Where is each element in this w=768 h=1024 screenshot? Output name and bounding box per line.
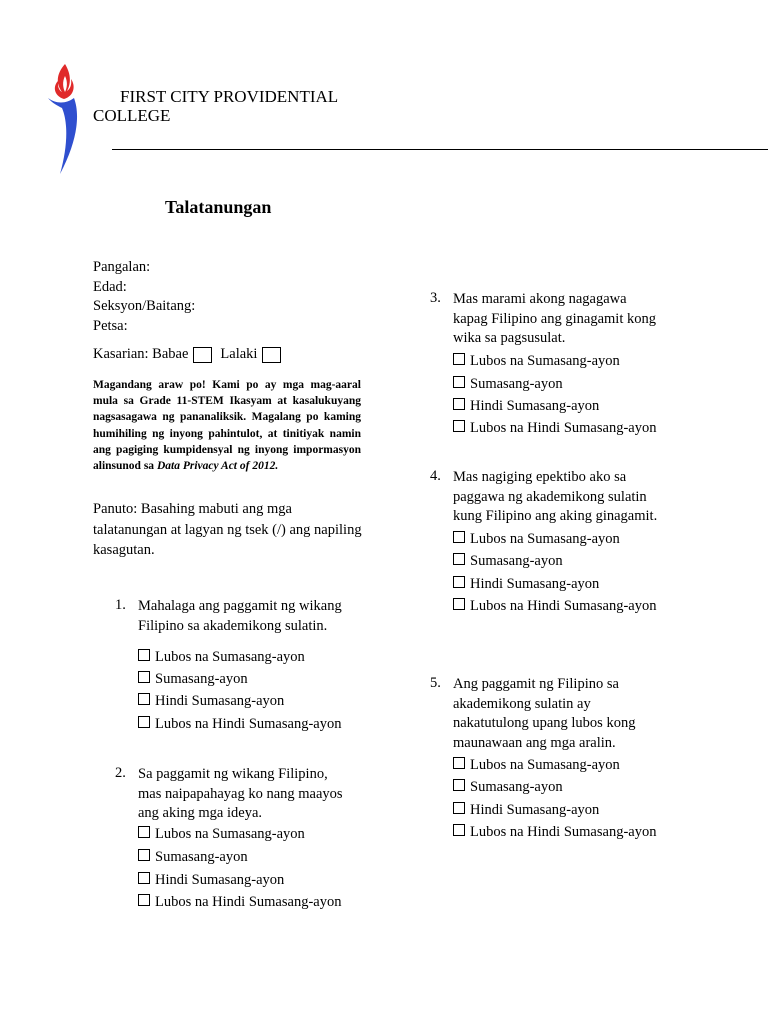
answer-option[interactable]: [453, 375, 563, 394]
college-logo-icon: [44, 62, 92, 176]
section-label: Seksyon/Baitang:: [93, 298, 196, 314]
answer-option-label: Lubos na Sumasang-ayon: [155, 649, 305, 665]
checkbox-icon[interactable]: [453, 531, 465, 543]
answer-option-label: Hindi Sumasang-ayon: [470, 576, 600, 592]
answer-option[interactable]: [453, 530, 620, 549]
checkbox-icon[interactable]: [453, 779, 465, 791]
answer-option[interactable]: [453, 756, 620, 775]
answer-option[interactable]: [138, 670, 248, 689]
question-text: [453, 675, 635, 753]
answer-option-label: Lubos na Sumasang-ayon: [470, 531, 620, 547]
answer-option-label: Lubos na Hindi Sumasang-ayon: [470, 824, 657, 840]
answer-option[interactable]: [138, 848, 248, 867]
logo-swoosh: [48, 98, 77, 174]
question-text-line: Filipino sa akademikong sulatin.: [138, 617, 328, 634]
checkbox-icon[interactable]: [138, 894, 150, 906]
answer-option[interactable]: [453, 575, 599, 594]
college-name-line2: COLLEGE: [93, 106, 171, 125]
question-number: 2.: [115, 765, 126, 781]
answer-option-label: Hindi Sumasang-ayon: [470, 398, 600, 414]
question-text-line: akademikong sulatin ay: [453, 695, 591, 712]
answer-option[interactable]: [138, 692, 284, 711]
checkbox-icon[interactable]: [453, 757, 465, 769]
male-checkbox[interactable]: [262, 347, 281, 363]
question-text: [453, 290, 656, 349]
checkbox-icon[interactable]: [138, 849, 150, 861]
female-checkbox[interactable]: [193, 347, 212, 363]
intro-act: Data Privacy Act of 2012.: [156, 460, 279, 473]
college-name-line1: FIRST CITY PROVIDENTIAL: [120, 87, 339, 106]
checkbox-icon[interactable]: [453, 576, 465, 588]
answer-option-label: Sumasang-ayon: [155, 671, 248, 687]
checkbox-icon[interactable]: [138, 693, 150, 705]
answer-option[interactable]: [138, 648, 305, 667]
gender-label: Kasarian: Babae: [93, 346, 189, 362]
answer-option[interactable]: [138, 825, 305, 844]
date-label: Petsa:: [93, 318, 128, 334]
question-text-line: nakatutulong upang lubos kong: [453, 715, 636, 731]
checkbox-icon[interactable]: [138, 872, 150, 884]
question-text-line: Ang paggamit ng Filipino sa: [453, 676, 619, 692]
checkbox-icon[interactable]: [138, 671, 150, 683]
question-number: 1.: [115, 597, 126, 613]
answer-option-label: Lubos na Sumasang-ayon: [470, 757, 620, 773]
checkbox-icon[interactable]: [453, 398, 465, 410]
checkbox-icon[interactable]: [138, 649, 150, 661]
page-title: Talatanungan: [165, 197, 272, 217]
header-divider: [112, 149, 768, 150]
answer-option[interactable]: [138, 715, 341, 734]
question-text: [453, 468, 657, 527]
checkbox-icon[interactable]: [453, 553, 465, 565]
answer-option[interactable]: [453, 552, 563, 571]
gender-row: [93, 346, 289, 363]
answer-option[interactable]: [453, 823, 656, 842]
checkbox-icon[interactable]: [453, 824, 465, 836]
question-text-line: Sa paggamit ng wikang Filipino,: [138, 766, 328, 782]
answer-option[interactable]: [453, 597, 656, 616]
question-text-line: ang aking mga ideya.: [138, 805, 263, 821]
answer-option-label: Sumasang-ayon: [470, 779, 563, 795]
intro-text: Magandang araw po! Kami po ay mga mag-aaral mula sa Grade 11-STEM Ikasyam at kasalukuyang nagsasagawa ng pananaliksik. Magalang po kaming humihiling ng inyong pahintulot, at tinitiyak namin ang pagiging kumpidensyal ng inyong impormasyon alinsunod sa: [93, 379, 361, 473]
checkbox-icon[interactable]: [453, 376, 465, 388]
answer-option-label: Lubos na Hindi Sumasang-ayon: [470, 420, 657, 436]
checkbox-icon[interactable]: [138, 716, 150, 728]
answer-option[interactable]: [453, 801, 599, 820]
checkbox-icon[interactable]: [453, 420, 465, 432]
answer-option-label: Sumasang-ayon: [155, 849, 248, 865]
question-text-line: Mahalaga ang paggamit ng wikang: [138, 598, 342, 614]
question-text-line: maunawaan ang mga aralin.: [453, 734, 616, 751]
question-text-line: Mas nagiging epektibo ako sa: [453, 469, 627, 485]
intro-paragraph: [93, 377, 361, 474]
answer-option-label: Hindi Sumasang-ayon: [155, 872, 285, 888]
answer-option[interactable]: [453, 778, 563, 797]
answer-option-label: Lubos na Hindi Sumasang-ayon: [470, 598, 657, 614]
checkbox-icon[interactable]: [453, 802, 465, 814]
instructions: Panuto: Basahing mabuti ang mga talatanungan at lagyan ng tsek (/) ang napiling kasagutan.: [93, 501, 362, 558]
answer-option[interactable]: [138, 893, 341, 912]
answer-option[interactable]: [453, 352, 620, 371]
answer-option-label: Lubos na Hindi Sumasang-ayon: [155, 894, 342, 910]
checkbox-icon[interactable]: [453, 353, 465, 365]
answer-option-label: Lubos na Hindi Sumasang-ayon: [155, 716, 342, 732]
answer-option[interactable]: [453, 419, 656, 438]
answer-option-label: Sumasang-ayon: [470, 376, 563, 392]
answer-option-label: Lubos na Sumasang-ayon: [470, 353, 620, 369]
question-text: [138, 597, 342, 636]
answer-option-label: Hindi Sumasang-ayon: [470, 802, 600, 818]
question-text-line: Mas marami akong nagagawa: [453, 291, 627, 307]
question-number: 5.: [430, 675, 441, 691]
answer-option-label: Sumasang-ayon: [470, 553, 563, 569]
question-text-line: kung Filipino ang aking ginagamit.: [453, 508, 658, 524]
question-text-line: kapag Filipino ang ginagamit kong: [453, 310, 656, 327]
question-number: 4.: [430, 468, 441, 484]
age-label: Edad:: [93, 279, 127, 295]
male-label: Lalaki: [220, 346, 258, 362]
answer-option[interactable]: [138, 871, 284, 890]
question-text-line: wika sa pagsusulat.: [453, 330, 566, 346]
question-text-line: mas naipapahayag ko nang maayos: [138, 785, 343, 802]
answer-option-label: Hindi Sumasang-ayon: [155, 693, 285, 709]
checkbox-icon[interactable]: [138, 826, 150, 838]
checkbox-icon[interactable]: [453, 598, 465, 610]
question-text-line: paggawa ng akademikong sulatin: [453, 488, 647, 505]
question-text: [138, 765, 343, 824]
question-number: 3.: [430, 290, 441, 306]
answer-option[interactable]: [453, 397, 599, 416]
name-label: Pangalan:: [93, 259, 151, 275]
answer-option-label: Lubos na Sumasang-ayon: [155, 826, 305, 842]
